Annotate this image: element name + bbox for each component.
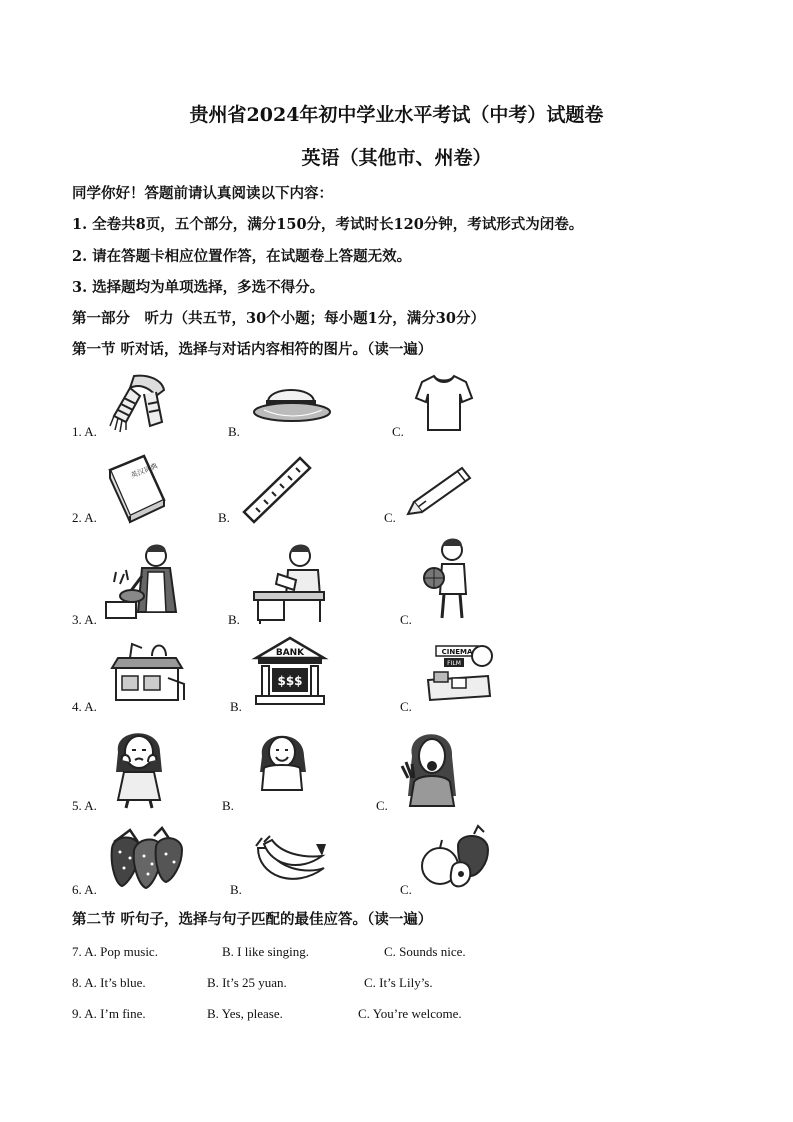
smiling-girl-icon [254,726,310,792]
option-label: C. [376,798,388,813]
option-label: B. [222,798,234,813]
question-label: 2. A. [72,510,97,525]
film-sign-text: FILM [447,660,461,667]
hat-icon [252,380,332,428]
answer-option: 7. A. Pop music. [72,944,158,959]
instruction-item: 3. 选择题均为单项选择，多选不得分。 [72,279,325,296]
strawberries-icon [104,828,186,890]
dictionary-icon [104,452,170,522]
bank-sign-text: BANK [275,648,305,658]
option-label: C. [400,612,412,627]
question-label: 3. A. [72,612,97,627]
cinema-icon [420,640,494,706]
option-label: C. [400,699,412,714]
excited-girl-icon [398,726,462,810]
instructions-greeting: 同学你好！答题前请认真阅读以下内容： [72,185,333,202]
instruction-item: 1. 全卷共8页，五个部分，满分150分，考试时长120分钟，考试形式为闭卷。 [72,216,584,233]
question-label: 4. A. [72,699,97,714]
answer-option: C. Sounds nice. [384,944,466,959]
question-label: 1. A. [72,424,97,439]
bank-icon [254,636,326,706]
option-label: B. [228,612,240,627]
worried-girl-icon [108,724,170,808]
question-label: 6. A. [72,882,97,897]
shop-icon [108,638,186,706]
section2-heading: 第二节 听句子，选择与句子匹配的最佳应答。（读一遍） [72,911,433,928]
tshirt-icon [414,372,474,434]
answer-option: B. It’s 25 yuan. [207,975,287,990]
option-label: C. [392,424,404,439]
option-label: B. [218,510,230,525]
option-label: B. [230,882,242,897]
answer-option: 9. A. I’m fine. [72,1006,146,1021]
dictionary-cover-text: 英汉词典 [129,461,159,480]
answer-option: B. Yes, please. [207,1006,283,1021]
option-label: C. [400,882,412,897]
section1-heading: 第一节 听对话，选择与对话内容相符的图片。（读一遍） [72,341,433,358]
page-title: 贵州省2024年初中学业水平考试（中考）试题卷 [189,104,604,126]
option-label: C. [384,510,396,525]
apples-icon [418,826,496,892]
option-label: B. [228,424,240,439]
part1-heading: 第一部分 听力（共五节，30个小题；每小题1分，满分30分） [72,310,485,327]
page-subtitle: 英语（其他市、州卷） [301,147,492,169]
question-label: 5. A. [72,798,97,813]
answer-option: C. You’re welcome. [358,1006,462,1021]
bank-dollar-text: $$$ [277,674,303,688]
cinema-sign-text: CINEMA [441,648,473,656]
bananas-icon [254,836,328,892]
cooking-boy-icon [104,542,184,622]
answer-option: 8. A. It’s blue. [72,975,146,990]
answer-option: B. I like singing. [222,944,310,959]
basketball-boy-icon [420,538,480,622]
ruler-icon [240,456,314,524]
answer-option: C. It’s Lily’s. [364,975,433,990]
reading-boy-icon [250,540,330,624]
scarf-icon [104,372,172,434]
instruction-item: 2. 请在答题卡相应位置作答，在试题卷上答题无效。 [72,248,412,265]
option-label: B. [230,699,242,714]
pencil-icon [404,462,474,516]
